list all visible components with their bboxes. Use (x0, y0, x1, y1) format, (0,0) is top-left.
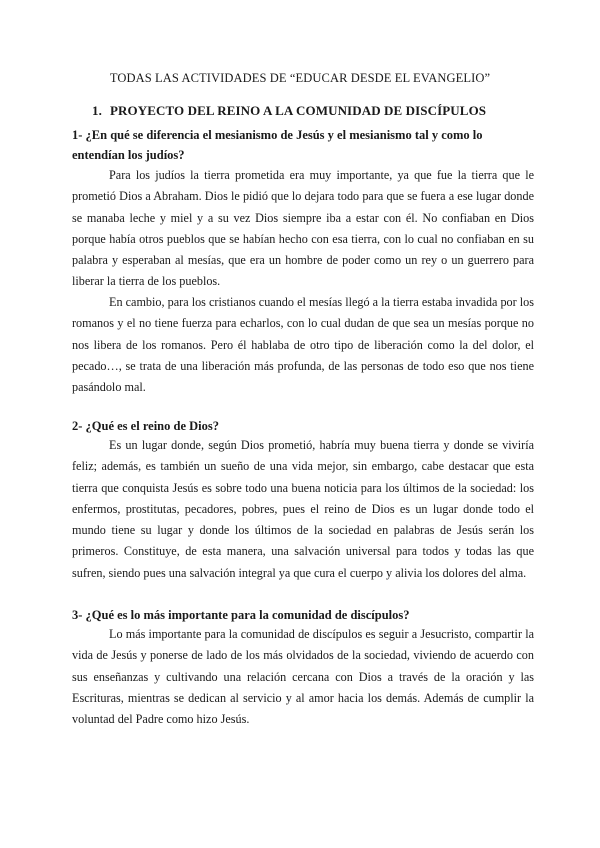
question-1-heading: 1- ¿En qué se diferencia el mesianismo de Jesús y el mesianismo tal y como lo entendían los judíos? (72, 128, 483, 162)
section-number: 1. (92, 103, 102, 118)
question-2-heading: 2- ¿Qué es el reino de Dios? (72, 419, 219, 433)
question-2-paragraph-1: Es un lugar donde, según Dios prometió, habría muy buena tierra y donde se viviría feliz; además, es también un sueño de una vida mejor, sin embargo, cabe destacar que esta tierra que conquista Jesús es sobre todo una buena noticia para los últimos de la sociedad: los enfermos, prostitutas, pecadores, pobres, pues el reino de Dios es un lugar donde todo el mundo tiene su lugar y donde los últimos de la sociedad en palabras de Jesús serán los primeros. Constituye, de esta manera, una salvación universal para todos y todas las que sufren, siendo pues una salvación integral ya que cura el cuerpo y alivia los dolores del alma. (72, 438, 534, 580)
question-1-paragraph-1: Para los judíos la tierra prometida era muy importante, ya que fue la tierra que le prometió Dios a Abraham. Dios le pidió que lo dejara todo para que se fuera a ese lugar donde se manaba leche y miel y a su vez Dios siempre iba a estar con él. No confiaban en Dios porque había otros pueblos que se habían hecho con esa tierra, con lo cual no confiaban en su palabra y esperaban al mesías, que era un hombre de poder como un rey o un guerrero para liberar la tierra de los pueblos. (72, 168, 534, 289)
section-heading (92, 103, 486, 119)
question-3-heading: 3- ¿Qué es lo más importante para la comunidad de discípulos? (72, 608, 410, 622)
question-1-paragraph-2: En cambio, para los cristianos cuando el mesías llegó a la tierra estaba invadida por los romanos y el no tiene fuerza para echarlos, con lo cual dudan de que sea un mesías porque no nos libera de los romanos. Pero él hablaba de otro tipo de liberación como la del dolor, el pecado…, se trata de una liberación más profunda, de las personas de todo eso que nos tiene pasándolo mal. (72, 295, 534, 395)
section-title: PROYECTO DEL REINO A LA COMUNIDAD DE DISCÍPULOS (110, 103, 487, 118)
document-title: TODAS LAS ACTIVIDADES DE “EDUCAR DESDE EL EVANGELIO” (109, 71, 491, 85)
question-3-paragraph-1: Lo más importante para la comunidad de discípulos es seguir a Jesucristo, compartir la vida de Jesús y ponerse de lado de los más olvidados de la sociedad, viviendo de acuerdo con sus enseñanzas y cultivando una relación cercana con Dios a través de la oración y las Escrituras, mientras se dedican al servicio y al amor hacia los demás. Además de cumplir la voluntad del Padre como hizo Jesús. (72, 627, 534, 727)
